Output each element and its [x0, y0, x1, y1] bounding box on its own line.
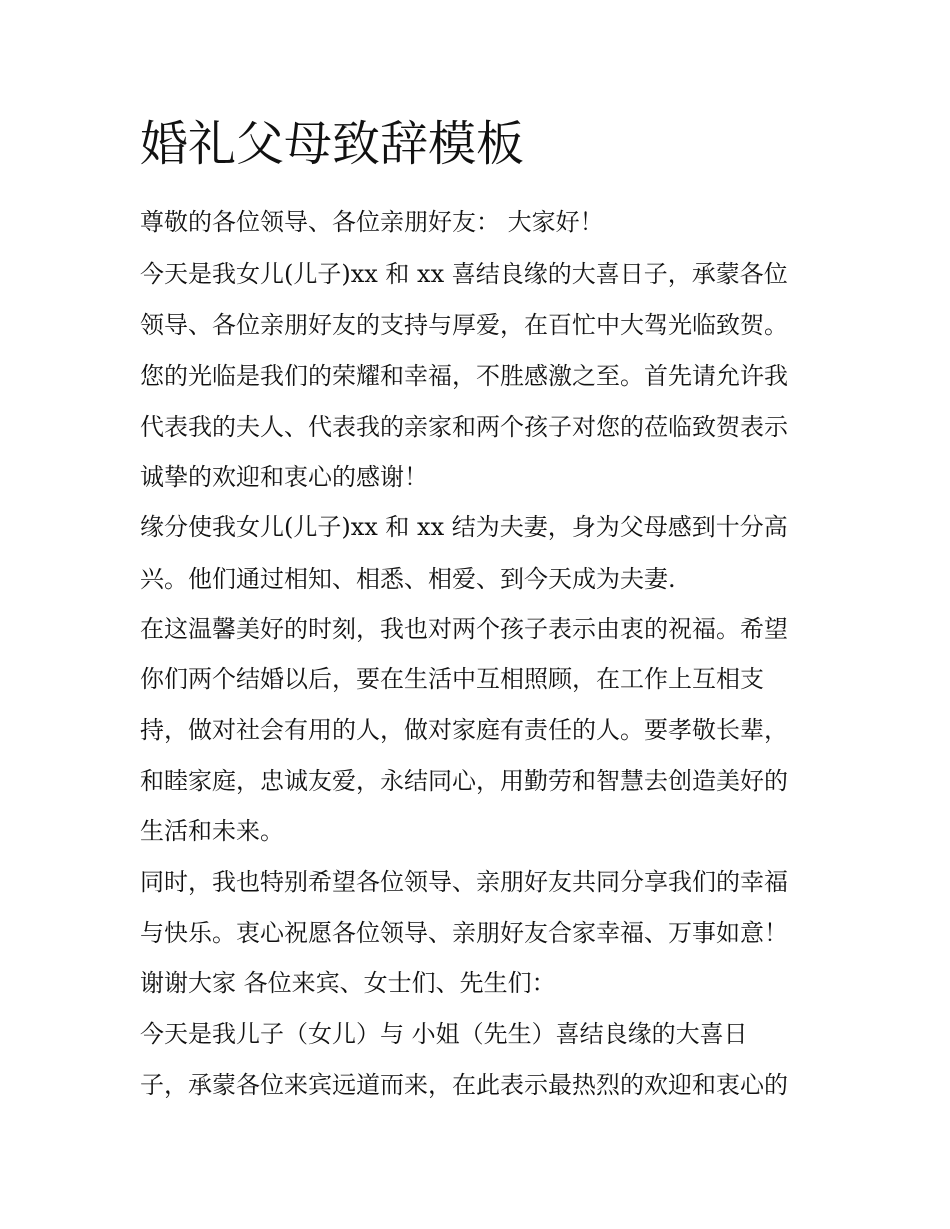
text-line: 你们两个结婚以后，要在生活中互相照顾，在工作上互相支: [140, 665, 764, 693]
text-line: 生活和未来。: [140, 817, 284, 845]
text-line: 尊敬的各位领导、各位亲朋好友： 大家好！: [140, 208, 604, 236]
text-line: 子，承蒙各位来宾远道而来，在此表示最热烈的欢迎和衷心的: [140, 1071, 788, 1099]
text-line: 今天是我女儿(儿子)xx 和 xx 喜结良缘的大喜日子，承蒙各位: [140, 260, 788, 288]
document-title: 婚礼父母致辞模板: [140, 116, 525, 172]
text-line: 同时，我也特别希望各位领导、亲朋好友共同分享我们的幸福: [140, 868, 788, 896]
text-line: 持，做对社会有用的人，做对家庭有责任的人。要孝敬长辈，: [140, 716, 788, 744]
text-line: 诚挚的欢迎和衷心的感谢！: [140, 463, 428, 491]
text-line: 今天是我儿子（女儿）与 小姐（先生）喜结良缘的大喜日: [140, 1020, 748, 1048]
text-line: 领导、各位亲朋好友的支持与厚爱，在百忙中大驾光临致贺。: [140, 311, 788, 339]
text-line: 代表我的夫人、代表我的亲家和两个孩子对您的莅临致贺表示: [140, 413, 788, 441]
text-line: 兴。他们通过相知、相悉、相爱、到今天成为夫妻.: [140, 565, 676, 593]
text-line: 与快乐。衷心祝愿各位领导、亲朋好友合家幸福、万事如意！: [140, 919, 788, 947]
text-line: 在这温馨美好的时刻，我也对两个孩子表示由衷的祝福。希望: [140, 615, 788, 643]
text-line: 谢谢大家 各位来宾、女士们、先生们：: [140, 969, 556, 997]
text-line: 您的光临是我们的荣耀和幸福，不胜感激之至。首先请允许我: [140, 362, 788, 390]
text-line: 缘分使我女儿(儿子)xx 和 xx 结为夫妻，身为父母感到十分高: [140, 513, 788, 541]
text-line: 和睦家庭，忠诚友爱，永结同心，用勤劳和智慧去创造美好的: [140, 767, 788, 795]
